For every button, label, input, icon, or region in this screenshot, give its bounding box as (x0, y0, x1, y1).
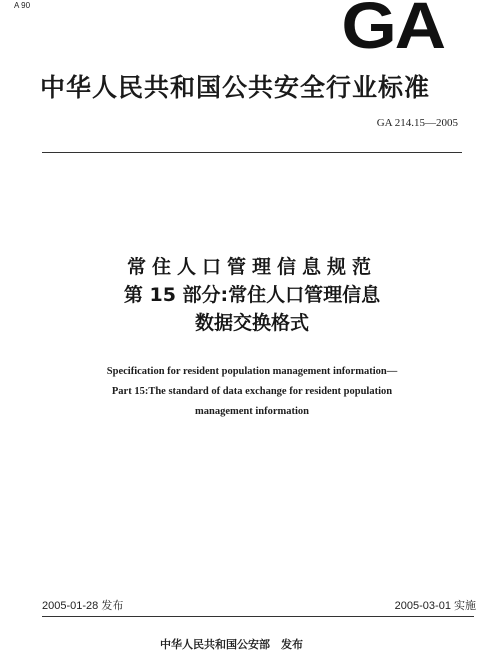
english-title-line-3: management information (194, 406, 310, 417)
standard-number: GA 214.15—2005 (376, 117, 458, 129)
header-divider (42, 152, 462, 153)
ics-code: A 90 (14, 1, 31, 10)
implementation-date: 2005-03-01 实施 (394, 600, 476, 612)
english-title (0, 362, 504, 422)
publisher: 中华人民共和国公安部 发布 (160, 638, 303, 651)
chinese-title-line-2: 第 15 部分:常住人口管理信息 (123, 284, 381, 306)
english-title-line-1: Specification for resident population management information— (106, 366, 398, 377)
chinese-title (0, 253, 504, 337)
chinese-title-line-1: 常住人口管理信息规范 (126, 256, 377, 278)
standard-category-title: 中华人民共和国公共安全行业标准 (40, 73, 431, 102)
english-title-line-2: Part 15:The standard of data exchange for resident population (111, 386, 393, 397)
chinese-title-line-3: 数据交换格式 (194, 312, 309, 334)
issue-date: 2005-01-28 发布 (42, 600, 124, 612)
ga-logo: GA (341, 0, 444, 62)
footer-divider (42, 616, 474, 617)
